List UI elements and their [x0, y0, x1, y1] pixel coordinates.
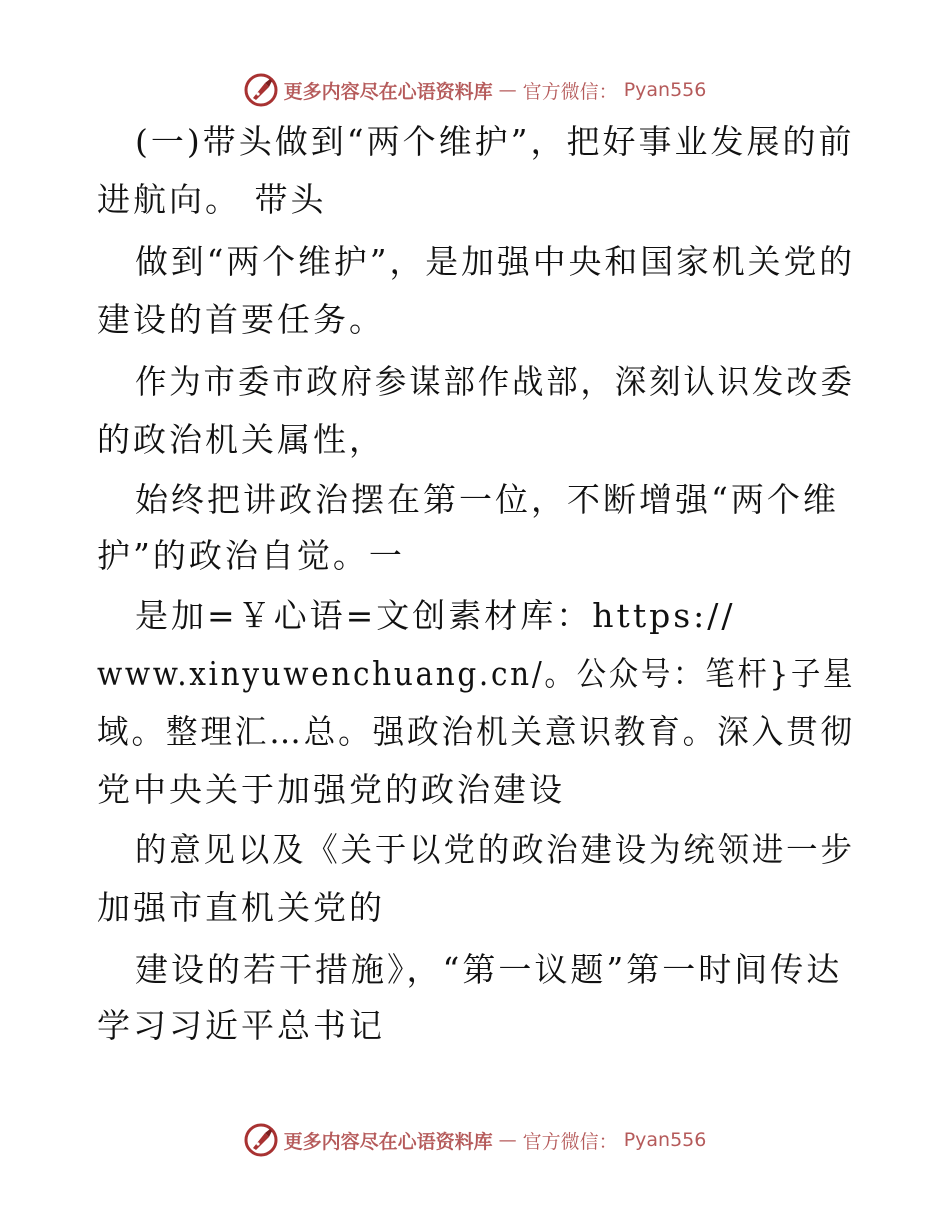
- body-line: 是加=￥心语=文创素材库：https://: [135, 596, 736, 635]
- banner-wechat-id: Pyan556: [623, 1129, 707, 1151]
- body-line: 的政治机关属性，: [97, 420, 385, 459]
- body-line: 作为市委市政府参谋部作战部，深刻认识发改委: [135, 362, 855, 401]
- body-line: 做到“两个维护”，是加强中央和国家机关党的: [135, 242, 856, 281]
- body-line: 域。整理汇…总。强政治机关意识教育。深入贯彻: [97, 712, 855, 751]
- banner-wechat-label: 官方微信：: [522, 1130, 618, 1153]
- pen-nib-logo-icon: [244, 1123, 278, 1157]
- body-line: 学习习近平总书记: [97, 1006, 385, 1045]
- banner-wechat-id: Pyan556: [623, 79, 707, 101]
- banner-wechat-label: 官方微信：: [522, 80, 618, 103]
- body-line: 党中央关于加强党的政治建设: [97, 770, 565, 809]
- body-line: www.xinyuwenchuang.cn/。公众号：笔杆}子星: [97, 654, 856, 693]
- body-line: 建设的若干措施》，“第一议题”第一时间传达: [135, 950, 843, 989]
- body-line: 进航向。 带头: [97, 180, 327, 219]
- body-line: 始终把讲政治摆在第一位，不断增强“两个维: [135, 480, 839, 519]
- banner-brand-text: 更多内容尽在心语资料库: [283, 1130, 493, 1153]
- body-line: 的意见以及《关于以党的政治建设为统领进一步: [135, 830, 855, 869]
- body-line: 加强市直机关党的: [97, 888, 385, 927]
- banner-brand-text: 更多内容尽在心语资料库: [283, 80, 493, 103]
- banner-dash: —: [498, 79, 517, 101]
- body-line: (一)带头做到“两个维护”，把好事业发展的前: [135, 122, 855, 161]
- body-line: 建设的首要任务。: [97, 300, 385, 339]
- pen-nib-logo-icon: [244, 73, 278, 107]
- header-watermark-banner: [0, 70, 950, 110]
- footer-watermark-banner: [0, 1120, 950, 1160]
- body-line: 护”的政治自觉。一: [97, 536, 405, 575]
- banner-dash: —: [498, 1129, 517, 1151]
